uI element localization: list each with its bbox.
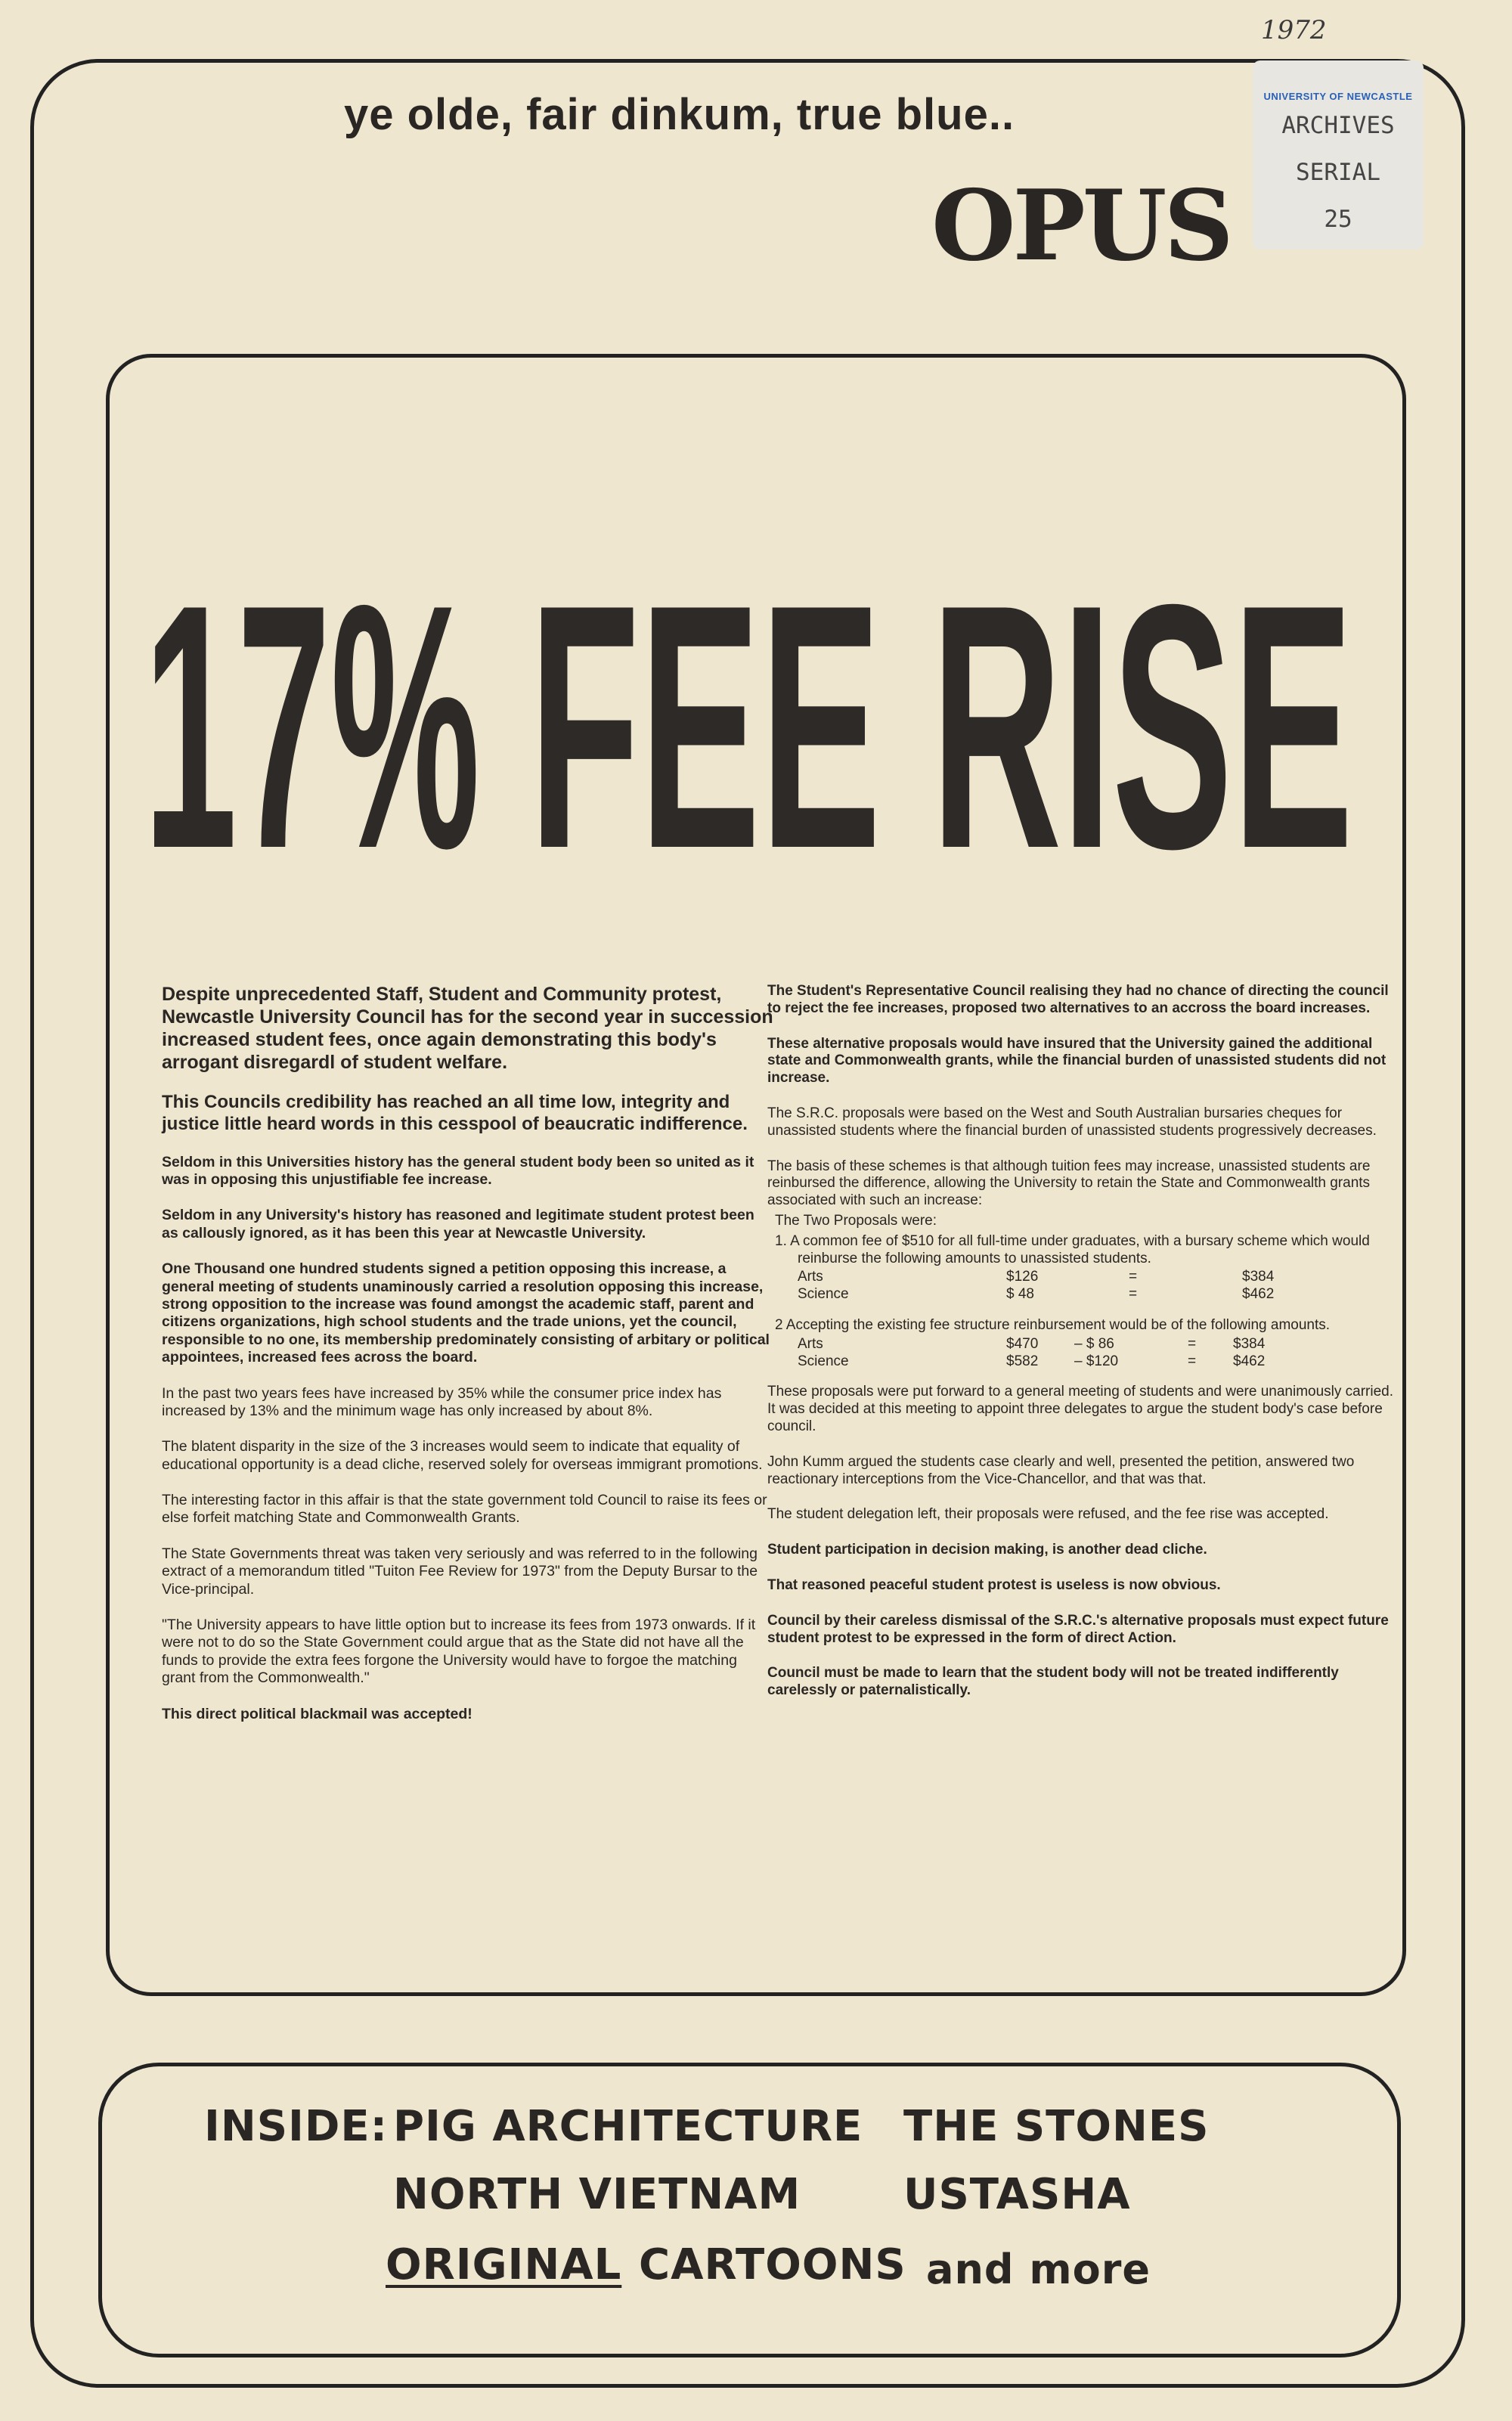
- row-amount: $470: [1006, 1335, 1039, 1352]
- paragraph: These proposals were put forward to a general meeting of students and were unanimously carried. It was decided at this meeting to appoint three delegates to argue the student body's case before council.: [767, 1384, 1394, 1434]
- row-result: $462: [1242, 1286, 1275, 1303]
- paragraph: The State Governments threat was taken very seriously and was referred to in the following extract of a memorandum titled "Tuiton Fee Review for 1973" from the Deputy Bursar to the Vice-principal.: [162, 1545, 758, 1598]
- paragraph: The student delegation left, their proposals were refused, and the fee rise was accepted.: [767, 1506, 1329, 1523]
- row-eq: =: [1129, 1286, 1138, 1303]
- inside-item: USTASHA: [903, 2170, 1131, 2219]
- row-label: Arts: [798, 1269, 823, 1285]
- inside-item: THE STONES: [903, 2102, 1210, 2151]
- handwritten-year: 1972: [1261, 15, 1327, 45]
- paragraph: Student participation in decision making, is another dead cliche.: [767, 1542, 1207, 1558]
- row-reimburse: – $120: [1074, 1353, 1119, 1369]
- archives-stamp: [1253, 60, 1424, 250]
- paragraph: The Student's Representative Council realising they had no chance of directing the council to reject the fee increases, proposed two alternatives to an accross the board increases.: [767, 983, 1389, 1016]
- table-row: [798, 1286, 1312, 1303]
- right-column: [767, 983, 1395, 1718]
- row-amount: $582: [1006, 1353, 1039, 1369]
- row-result: $384: [1242, 1269, 1275, 1285]
- paragraph: One Thousand one hundred students signed a petition opposing this increase, a general meeting of students unaminously carried a resolution opposing this increase, strong opposition to the increase was found amongst the academic staff, parent and citizens organizations, high school students and the trade unions, yet the council, responsible to no one, its membership predominately consisting of arbitary or political appointees, increased fees across the board.: [162, 1260, 770, 1366]
- table-row: [798, 1353, 1312, 1371]
- row-amount: $ 48: [1006, 1286, 1034, 1303]
- paragraph: The blatent disparity in the size of the 3 increases would seem to indicate that equality of educational opportunity is a dead cliche, reserved solely for overseas immigrant promotions.: [162, 1438, 763, 1473]
- inside-label: INSIDE:: [204, 2102, 389, 2151]
- table-row: [798, 1269, 1312, 1286]
- paragraph: The basis of these schemes is that although tuition fees may increase, unassisted students are reinbursed the difference, allowing the University to retain the State and Commonwealth grants associated with such an increase:: [767, 1158, 1371, 1209]
- paragraph: This Councils credibility has reached an all time low, integrity and justice little heard words in this cesspool of beaucratic indifference.: [162, 1092, 748, 1134]
- inside-item: and more: [926, 2246, 1151, 2293]
- paragraph: These alternative proposals would have insured that the University gained the additional state and Commonwealth grants, while the financial burden of unassisted students did not increase.: [767, 1035, 1387, 1087]
- stamp-line-archives: ARCHIVES: [1281, 112, 1395, 139]
- row-label: Science: [798, 1353, 849, 1369]
- headline-text: FEE RISE: [529, 533, 1353, 921]
- paragraph: This direct political blackmail was accepted!: [162, 1705, 472, 1722]
- row-label: Arts: [798, 1335, 823, 1352]
- row-eq: =: [1188, 1353, 1197, 1369]
- paragraph: The interesting factor in this affair is that the state government told Council to raise its fees or else forfeit matching State and Commonwealth Grants.: [162, 1492, 767, 1527]
- row-result: $384: [1233, 1335, 1266, 1352]
- row-amount: $126: [1006, 1269, 1039, 1285]
- proposal-2-table: [798, 1336, 1312, 1371]
- row-result: $462: [1233, 1353, 1266, 1369]
- headline: [144, 533, 1353, 921]
- proposal-1: 1. A common fee of $510 for all full-time under graduates, with a bursary scheme which would reinburse the following amounts to unassisted students.: [775, 1232, 1370, 1266]
- proposals-intro: The Two Proposals were:: [775, 1212, 937, 1229]
- paragraph: Council must be made to learn that the student body will not be treated indifferently carelessly or paternalistically.: [767, 1665, 1339, 1699]
- stamp-line-serial: SERIAL: [1296, 159, 1380, 186]
- row-eq: =: [1129, 1269, 1138, 1285]
- row-reimburse: – $ 86: [1074, 1335, 1114, 1352]
- paragraph: Council by their careless dismissal of the S.R.C.'s alternative proposals must expect future student protest to be expressed in the form of direct Action.: [767, 1612, 1389, 1646]
- paragraph: That reasoned peaceful student protest is useless is now obvious.: [767, 1576, 1221, 1593]
- row-label: Science: [798, 1286, 849, 1303]
- paragraph: Seldom in any University's history has reasoned and legitimate student protest been as callously ignored, as it has been this year at Newcastle University.: [162, 1207, 754, 1241]
- paragraph: The S.R.C. proposals were based on the West and South Australian bursaries cheques for unassisted students where the financial burden of unassisted students progressively decreases.: [767, 1105, 1377, 1139]
- paragraph: John Kumm argued the students case clearly and well, presented the petition, answered two reactionary interceptions from the Vice-Chancellor, and that was that.: [767, 1453, 1355, 1487]
- stamp-line-number: 25: [1324, 206, 1352, 233]
- proposal-1-table: [798, 1269, 1312, 1303]
- paragraph: Despite unprecedented Staff, Student and Community protest, Newcastle University Council has for the second year in succession increased student fees, once again demonstrating this body's arrogant disregardl of student welfare.: [162, 984, 773, 1073]
- inside-item: PIG ARCHITECTURE: [393, 2102, 863, 2151]
- paragraph: In the past two years fees have increased by 35% while the consumer price index has increased by 13% and the minimum wage has only increased by about 8%.: [162, 1384, 722, 1419]
- inside-item: NORTH VIETNAM: [393, 2170, 801, 2219]
- headline-percent: 17%: [144, 533, 480, 921]
- paragraph: Seldom in this Universities history has the general student body been so united as it was in opposing this unjustifiable fee increase.: [162, 1153, 754, 1188]
- masthead-tagline: ye olde, fair dinkum, true blue..: [344, 90, 1015, 139]
- left-column: [162, 983, 774, 1741]
- row-eq: =: [1188, 1335, 1197, 1352]
- table-row: [798, 1336, 1312, 1353]
- paragraph: "The University appears to have little option but to increase its fees from 1973 onwards. If it were not to do so the State Government could argue that as the State did not have all the funds to provide the extra fees forgone the University would have to forgoe the matching grant from the Commonwealth.": [162, 1617, 756, 1687]
- proposal-2: 2 Accepting the existing fee structure reinbursement would be of the following amounts.: [775, 1316, 1331, 1333]
- opus-logo: [927, 169, 1231, 284]
- inside-item: CARTOONS: [639, 2240, 906, 2289]
- stamp-org: UNIVERSITY OF NEWCASTLE: [1263, 91, 1413, 102]
- logo-text: OPUS: [931, 169, 1231, 283]
- inside-item: ORIGINAL: [386, 2240, 622, 2289]
